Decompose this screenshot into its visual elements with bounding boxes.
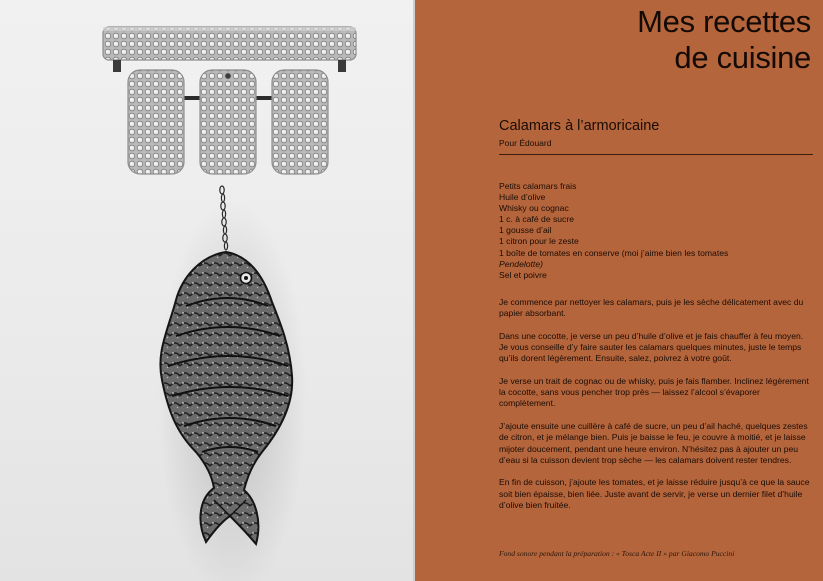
ingredient-list — [499, 181, 809, 281]
ingredient-item: 1 boîte de tomates en conserve (moi j’aime bien les tomates — [499, 247, 729, 258]
ingredient-item: 1 c. à café de sucre — [499, 214, 574, 225]
recipe-step: Je commence par nettoyer les calamars, puis je les sèche délicatement avec du papier absorbant. — [499, 297, 804, 319]
fish-wall-sculpture-icon — [157, 200, 307, 581]
book-title-line-2: de cuisine — [674, 40, 811, 75]
ingredient-note: Pendelotte) — [499, 258, 543, 269]
recipe-page — [415, 0, 823, 581]
recipe-step: En fin de cuisson, j’ajoute les tomates, et je laisse réduire jusqu’à ce que la sauce soit bien épaisse, bien liée. Juste avant de servir, je verse un dernier filet d’huile d’olive bien fruitée. — [499, 477, 810, 510]
ingredient-item: 1 citron pour le zeste — [499, 236, 579, 247]
ingredient-item: Sel et poivre — [499, 269, 547, 280]
recipe-title: Calamars à l’armoricaine — [499, 118, 660, 134]
recipe-step: J’ajoute ensuite une cuillère à café de sucre, un peu d’ail haché, quelques zestes de citron, et je mélange bien. Puis je baisse le feu, je couvre à moitié, et je laisse mijoter doucement, pendant une heure environ. N’hésitez pas à ajouter un peu d’eau si la cuisson devient trop sèche — les calamars doivent rester tendres. — [499, 420, 808, 465]
ingredient-item: Whisky ou cognac — [499, 203, 569, 214]
recipe-dedication: Pour Édouard — [499, 138, 552, 148]
music-credit: Fond sonore pendant la préparation : « Tosca Acte II » par Giacomo Puccini — [499, 549, 735, 558]
ingredient-item: Huile d’olive — [499, 192, 546, 203]
recipe-steps — [499, 297, 813, 522]
ingredient-item: Petits calamars frais — [499, 181, 577, 191]
book-title-line-1: Mes recettes — [637, 4, 811, 39]
recipe-step: Dans une cocotte, je verse un peu d’huile d’olive et je fais chauffer à feu moyen. Je vous conseille d’y faire sauter les calamars quelques minutes, juste le temps qu’ils dorent légèrement. Ensuite, salez, poivrez à votre goût. — [499, 330, 804, 364]
recipe-step: Je verse un trait de cognac ou de whisky, puis je fais flamber. Inclinez légèrement la cocotte, sans vous pencher trop près — laissez l’alcool s’évaporer complètement. — [499, 375, 809, 409]
book-title — [511, 4, 811, 76]
glass-wall-lamp-icon — [103, 27, 356, 174]
title-divider — [499, 154, 813, 155]
ingredient-item: 1 gousse d’ail — [499, 225, 552, 236]
